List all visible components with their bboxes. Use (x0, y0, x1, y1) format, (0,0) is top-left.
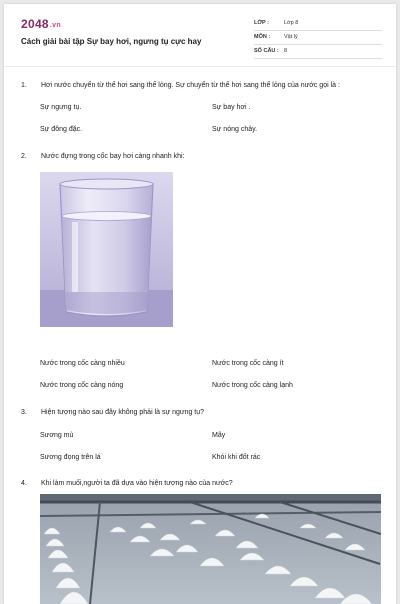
meta-row-count (254, 44, 382, 59)
meta-key: LỚP : (254, 20, 269, 26)
question-text: Nước đựng trong cốc bay hơi càng nhanh khi: (41, 153, 185, 160)
answer-option[interactable]: Sự nóng chảy. (212, 126, 258, 133)
document-page (4, 4, 396, 604)
answer-option[interactable]: Sương đọng trên lá (40, 454, 101, 461)
answer-option[interactable]: Nước trong cốc càng lạnh (212, 382, 293, 389)
question-number: 3. (21, 409, 27, 416)
question-number: 4. (21, 480, 27, 487)
meta-key: MÔN : (254, 34, 271, 40)
question-text: Khi làm muối,người ta đã dựa vào hiện tượng nào của nước? (41, 480, 233, 487)
answer-option[interactable]: Sự ngưng tụ. (40, 104, 82, 111)
document-header (4, 4, 396, 67)
answer-option[interactable]: Nước trong cốc càng nóng (40, 382, 124, 389)
question-number: 2. (21, 153, 27, 160)
site-logo[interactable] (21, 17, 61, 31)
salt-field-image (40, 494, 381, 604)
answer-option[interactable]: Khói khi đốt rác (212, 454, 261, 461)
logo-suffix: .vn (49, 22, 61, 29)
meta-value: Lớp 8 (284, 20, 299, 26)
question-text: Hơi nước chuyển từ thể hơi sang thể lỏng. Sự chuyển từ thể hơi sang thể lỏng của nước gọi là : (41, 82, 340, 89)
meta-value: Vật lý (284, 34, 298, 40)
meta-row-class (254, 16, 382, 31)
meta-row-subject (254, 30, 382, 45)
page-title: Cách giải bài tập Sự bay hơi, ngưng tụ cực hay (21, 37, 202, 46)
water-glass-image (40, 172, 173, 327)
answer-option[interactable]: Sự bay hơi . (212, 104, 251, 111)
question-number: 1. (21, 82, 27, 89)
logo-text: 2048 (21, 17, 49, 31)
question-text: Hiện tượng nào sau đây không phải là sự ngưng tụ? (41, 409, 205, 416)
answer-option[interactable]: Sương mù (40, 432, 74, 439)
meta-key: SỐ CÂU : (254, 48, 279, 54)
answer-option[interactable]: Nước trong cốc càng nhiều (40, 360, 125, 367)
meta-value: 8 (284, 48, 288, 54)
answer-option[interactable]: Sự đông đặc. (40, 126, 83, 133)
answer-option[interactable]: Nước trong cốc càng ít (212, 360, 284, 367)
answer-option[interactable]: Mây (212, 432, 226, 439)
